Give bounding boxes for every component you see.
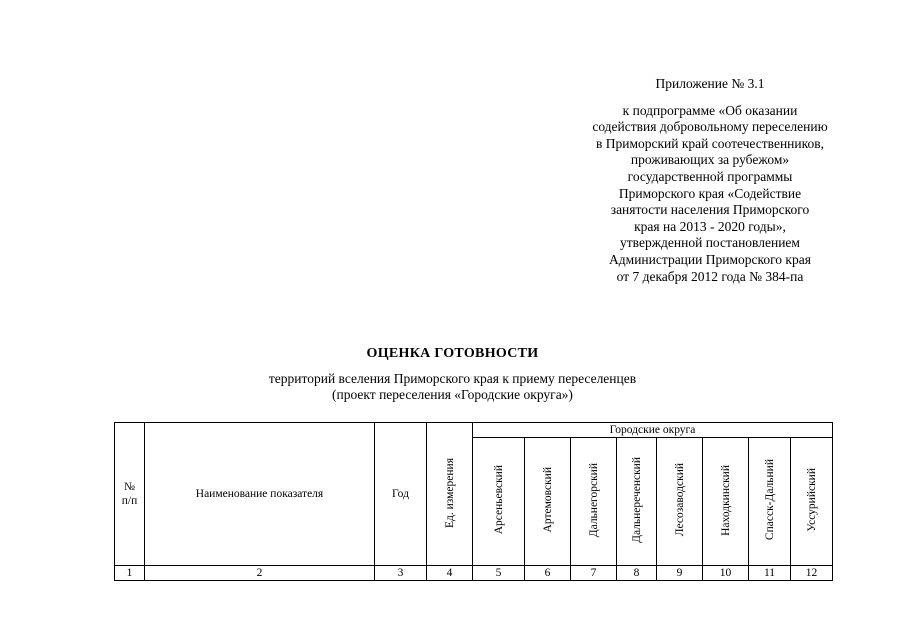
header-number: № п/п	[115, 423, 145, 566]
readiness-table	[114, 422, 833, 581]
appendix-line: утвержденной постановлением	[620, 235, 800, 251]
table-header-row	[115, 423, 833, 438]
column-number: 1	[115, 566, 145, 581]
appendix-line: государственной программы	[627, 168, 793, 184]
header-district: Арсеньевский	[473, 438, 525, 566]
column-number: 6	[525, 566, 571, 581]
header-city-districts: Городские округа	[473, 423, 833, 438]
header-district: Артемовский	[525, 438, 571, 566]
header-indicator-name: Наименование показателя	[145, 423, 375, 566]
column-number: 8	[617, 566, 657, 581]
document-subtitle-line2: (проект переселения «Городские округа»)	[332, 387, 573, 402]
appendix-line: занятости населения Приморского	[610, 202, 810, 218]
appendix-line: проживающих за рубежом»	[630, 152, 790, 168]
document-title: ОЦЕНКА ГОТОВНОСТИ	[366, 346, 539, 361]
appendix-line: содействия добровольному переселению	[592, 119, 828, 135]
header-unit-label: Ед. измерения	[443, 457, 456, 528]
document-title-block	[0, 344, 905, 362]
header-district: Дальнереченский	[617, 438, 657, 566]
appendix-line: края на 2013 - 2020 годы»,	[634, 218, 786, 234]
appendix-line: к подпрограмме «Об оказании	[622, 102, 798, 118]
header-unit	[427, 423, 473, 566]
column-number: 7	[571, 566, 617, 581]
column-number: 4	[427, 566, 473, 581]
document-subtitle-block	[0, 371, 905, 403]
column-number: 9	[657, 566, 703, 581]
header-district: Дальнегорский	[571, 438, 617, 566]
appendix-line: Приморского края «Содействие	[618, 185, 802, 201]
header-district: Спасск-Дальний	[749, 438, 791, 566]
appendix-line: Администрации Приморского края	[609, 251, 811, 267]
appendix-line: от 7 декабря 2012 года № 384-па	[616, 268, 804, 284]
column-number: 12	[791, 566, 833, 581]
document-subtitle-line1: территорий вселения Приморского края к приему переселенцев	[268, 371, 637, 386]
column-number: 5	[473, 566, 525, 581]
header-district: Находкинский	[703, 438, 749, 566]
header-district: Лесозаводский	[657, 438, 703, 566]
appendix-line: в Приморский край соотечественников,	[595, 135, 824, 151]
column-number: 2	[145, 566, 375, 581]
column-number: 11	[749, 566, 791, 581]
appendix-block	[560, 76, 860, 285]
column-number: 3	[375, 566, 427, 581]
header-year: Год	[375, 423, 427, 566]
header-district: Уссурийский	[791, 438, 833, 566]
table-column-numbers-row	[115, 566, 833, 581]
column-number: 10	[703, 566, 749, 581]
appendix-heading: Приложение № 3.1	[655, 76, 765, 91]
